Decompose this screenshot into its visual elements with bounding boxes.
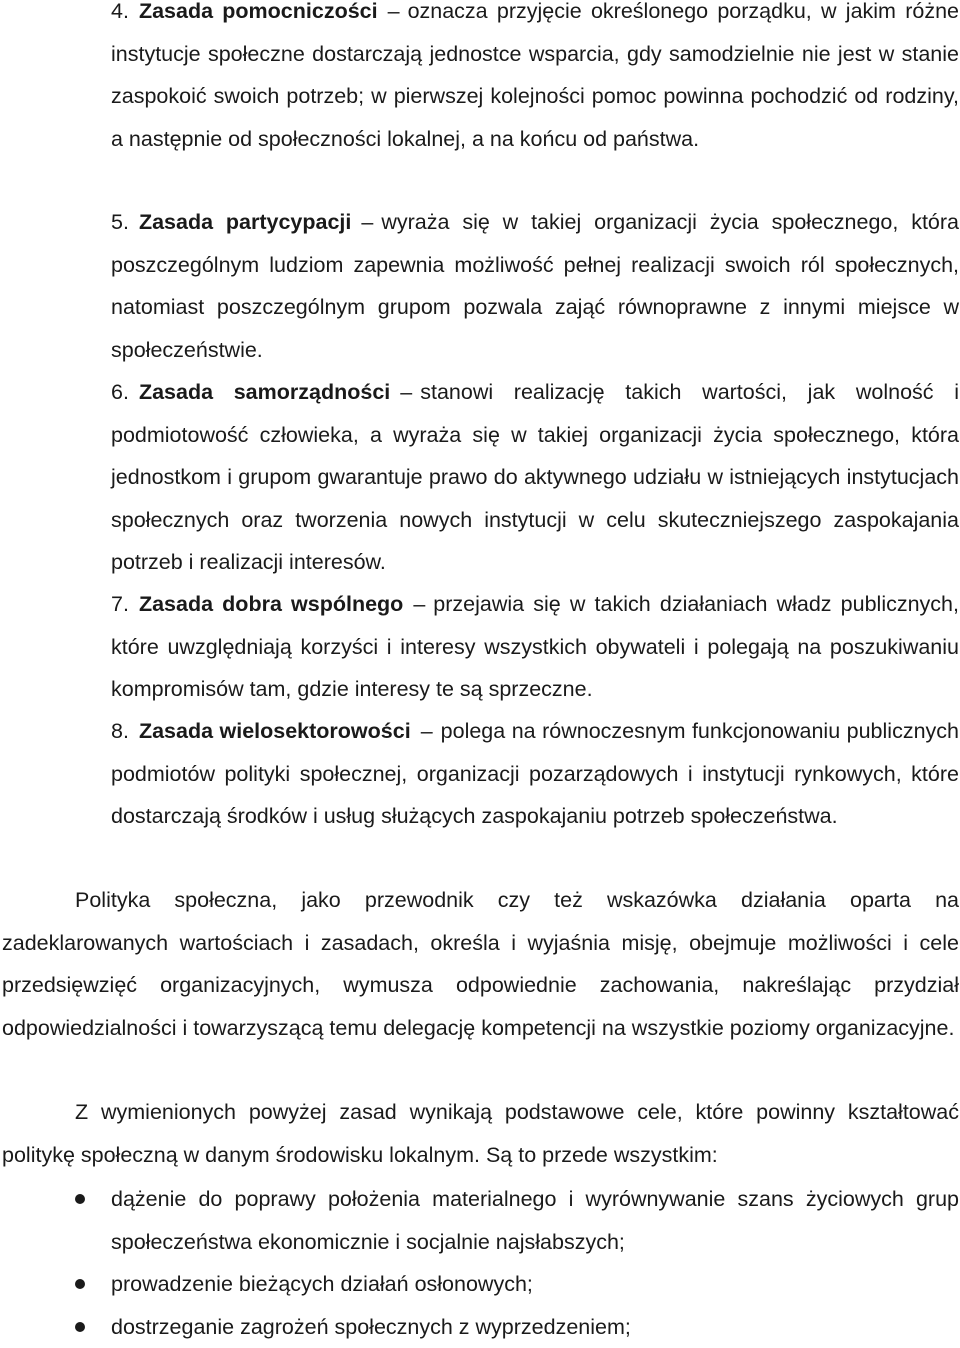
principle-number: 7. [111, 592, 129, 616]
list-item-text: dążenie do poprawy położenia materialnego i wyrównywanie szans życiowych grup społeczeństwa ekonomicznie i socjalnie najsłabszych; [111, 1187, 959, 1254]
bullet-icon [75, 1322, 85, 1332]
principle-term: Zasada pomocniczości [139, 0, 378, 23]
bullet-icon [75, 1194, 85, 1204]
dash: – [413, 583, 425, 626]
list-item-text: prowadzenie bieżących działań osłonowych; [111, 1272, 533, 1296]
principle-text: oznacza przyjęcie określonego porządku, w jakim różne instytucje społeczne dostarczają jednostce wsparcia, gdy samodzielnie nie jest w stanie zaspokoić swoich potrzeb; w pierwszej kolejności pomoc powinna pochodzić od rodziny, a następnie od społeczności lokalnej, a na końcu od państwa. [111, 0, 959, 151]
principle-text: wyraża się w takiej organizacji życia społecznego, która poszczególnym ludziom zapewnia możliwość pełnej realizacji swoich ról społecznych, natomiast poszczególnym grupom pozwala zająć równoprawne z innymi miejsce w społeczeństwie. [111, 210, 959, 362]
body-paragraph: Z wymienionych powyżej zasad wynikają podstawowe cele, które powinny kształtować politykę społeczną w danym środowisku lokalnym. Są to przede wszystkim: [2, 1091, 959, 1176]
principle-number: 5. [111, 210, 129, 234]
principle-4 [111, 0, 959, 160]
list-item [0, 1306, 959, 1348]
principle-term: Zasada dobra wspólnego [139, 592, 403, 616]
principle-number: 4. [111, 0, 129, 23]
principle-text: stanowi realizację takich wartości, jak wolność i podmiotowość człowieka, a wyraża się w takiej organizacji życia społecznego, która jednostkom i grupom gwarantuje prawo do aktywnego udziału w istniejących instytucjach społecznych oraz tworzenia nowych instytucji w celu skuteczniejszego zaspokajania potrzeb i realizacji interesów. [111, 380, 959, 574]
principle-term: Zasada wielosektorowości [139, 719, 411, 743]
list-item [0, 1263, 959, 1306]
dash: – [421, 710, 433, 753]
principle-number: 6. [111, 380, 129, 404]
goals-bullet-list [0, 1178, 960, 1348]
principle-7 [111, 583, 959, 711]
bullet-icon [75, 1279, 85, 1289]
principle-5 [111, 201, 959, 371]
dash: – [400, 371, 412, 414]
dash: – [361, 201, 373, 244]
principle-term: Zasada samorządności [139, 380, 390, 404]
principle-6 [111, 371, 959, 584]
principle-number: 8. [111, 719, 129, 743]
principle-term: Zasada partycypacji [139, 210, 351, 234]
principle-text: przejawia się w takich działaniach władz publicznych, które uwzględniają korzyści i interesy wszystkich obywateli i polegają na poszukiwaniu kompromisów tam, gdzie interesy te są sprzeczne. [111, 592, 959, 701]
dash: – [388, 0, 400, 33]
body-paragraph: Polityka społeczna, jako przewodnik czy też wskazówka działania oparta na zadeklarowanych wartościach i zasadach, określa i wyjaśnia misję, obejmuje możliwości i cele przedsięwzięć organizacyjnych, wymusza odpowiednie zachowania, nakreślając przydział odpowiedzialności i towarzyszącą temu delegację kompetencji na wszystkie poziomy organizacyjne. [2, 879, 959, 1049]
principle-8 [111, 710, 959, 838]
principle-text: polega na równoczesnym funkcjonowaniu publicznych podmiotów polityki społecznej, organizacji pozarządowych i instytucji rynkowych, które dostarczają środków i usług służących zaspokajaniu potrzeb społeczeństwa. [111, 719, 959, 828]
list-item-text: dostrzeganie zagrożeń społecznych z wyprzedzeniem; [111, 1315, 631, 1339]
list-item [0, 1178, 959, 1263]
